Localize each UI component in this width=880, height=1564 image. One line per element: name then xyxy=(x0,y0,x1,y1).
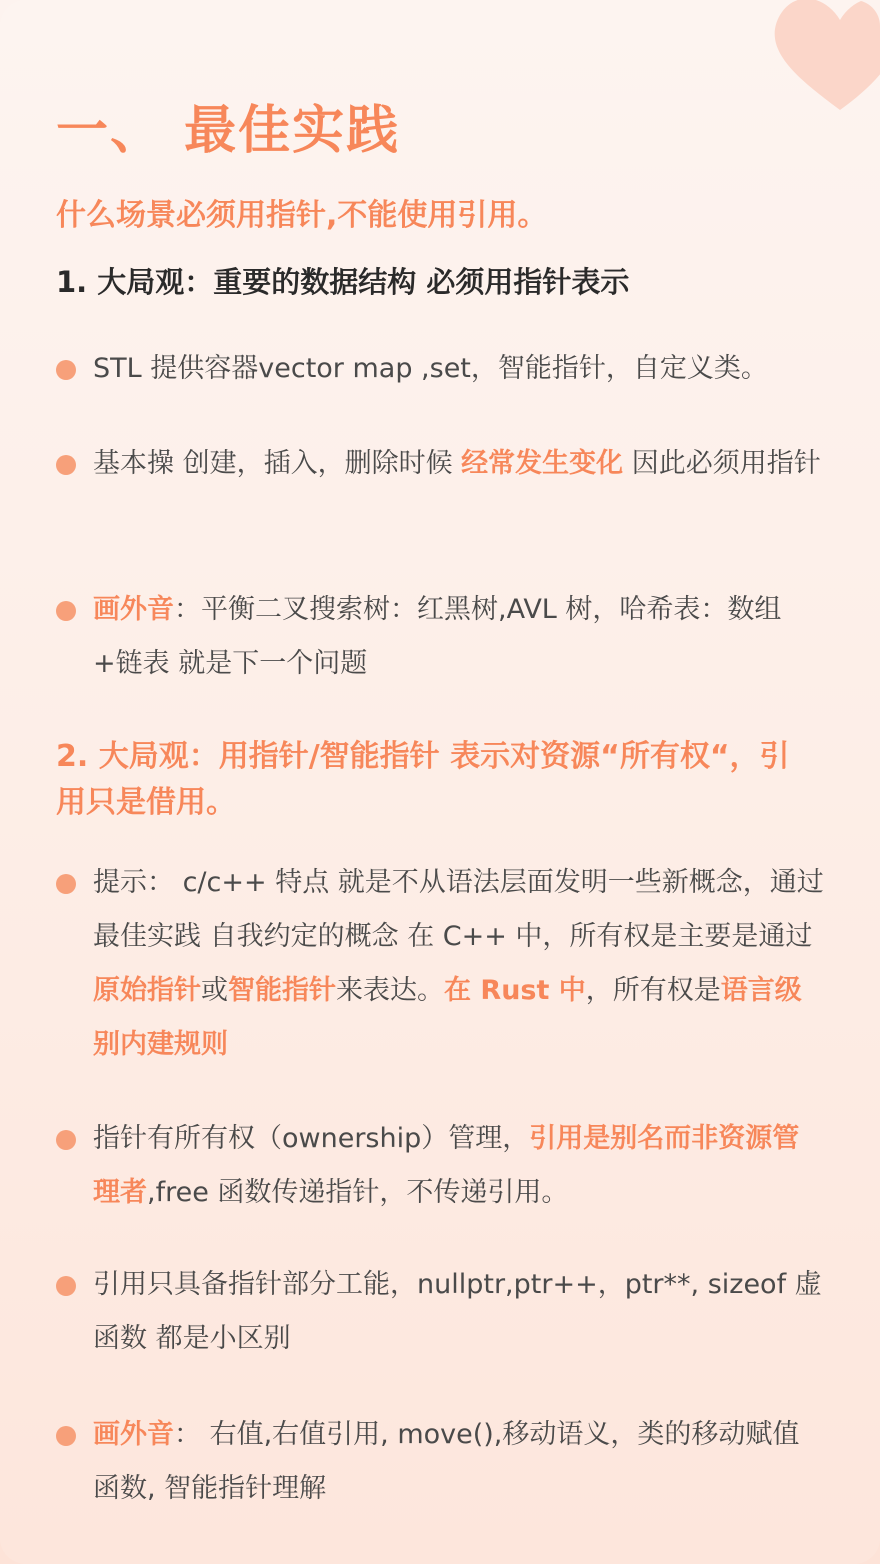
list-item-text: 引用只具备指针部分工能，nullptr,ptr++，ptr**, sizeof 虚函数 都是小区别 xyxy=(93,1269,822,1354)
page-title: 一、 最佳实践 xyxy=(56,101,401,161)
highlight-text: 在 Rust 中 xyxy=(444,975,586,1006)
bullet-dot-icon xyxy=(56,874,76,894)
list-item xyxy=(56,342,826,396)
list-item-text: 画外音： 右值,右值引用, move(),移动语义，类的移动赋值函数, 智能指针理解 xyxy=(93,1419,800,1504)
list-item xyxy=(56,437,826,491)
list-item xyxy=(56,1258,826,1366)
highlight-text: 经常发生变化 xyxy=(461,448,624,479)
bullet-dot-icon xyxy=(56,1130,76,1150)
bullet-dot-icon xyxy=(56,455,76,475)
section2-heading: 2. 大局观：用指针/智能指针 表示对资源“所有权“，引用只是借用。 xyxy=(56,739,790,820)
list-item-text: STL 提供容器vector map ,set，智能指针，自定义类。 xyxy=(93,353,768,384)
bullet-dot-icon xyxy=(56,360,76,380)
highlight-text: 语言级别内建规则 xyxy=(93,975,802,1060)
page-subtitle: 什么场景必须用指针,不能使用引用。 xyxy=(56,198,548,233)
highlight-text: 画外音 xyxy=(93,594,174,625)
list-item-text: 指针有所有权（ownership）管理，引用是别名而非资源管理者,free 函数传递指针，不传递引用。 xyxy=(93,1123,800,1208)
list-item xyxy=(56,856,826,1072)
highlight-text: 画外音 xyxy=(93,1419,174,1450)
highlight-text: 原始指针 xyxy=(93,975,201,1006)
list-item xyxy=(56,583,826,691)
section1-heading: 1. 大局观：重要的数据结构 必须用指针表示 xyxy=(56,265,630,299)
heart-icon xyxy=(760,0,880,120)
highlight-text: 引用是别名而非资源管理者 xyxy=(93,1123,800,1208)
list-item-text: 画外音：平衡二叉搜索树：红黑树,AVL 树，哈希表：数组+链表 就是下一个问题 xyxy=(93,594,782,679)
list-item-text: 提示： c/c++ 特点 就是不从语法层面发明一些新概念，通过最佳实践 自我约定的概念 在 C++ 中，所有权是主要是通过原始指针或智能指针来表达。在 Rust 中，所有权是语言级别内建规则 xyxy=(93,867,824,1060)
bullet-dot-icon xyxy=(56,1276,76,1296)
highlight-text: 智能指针 xyxy=(228,975,336,1006)
list-item xyxy=(56,1408,826,1516)
list-item xyxy=(56,1112,826,1220)
list-item-text: 基本操 创建，插入，删除时候 经常发生变化 因此必须用指针 xyxy=(93,448,821,479)
bullet-dot-icon xyxy=(56,601,76,621)
bullet-dot-icon xyxy=(56,1426,76,1446)
